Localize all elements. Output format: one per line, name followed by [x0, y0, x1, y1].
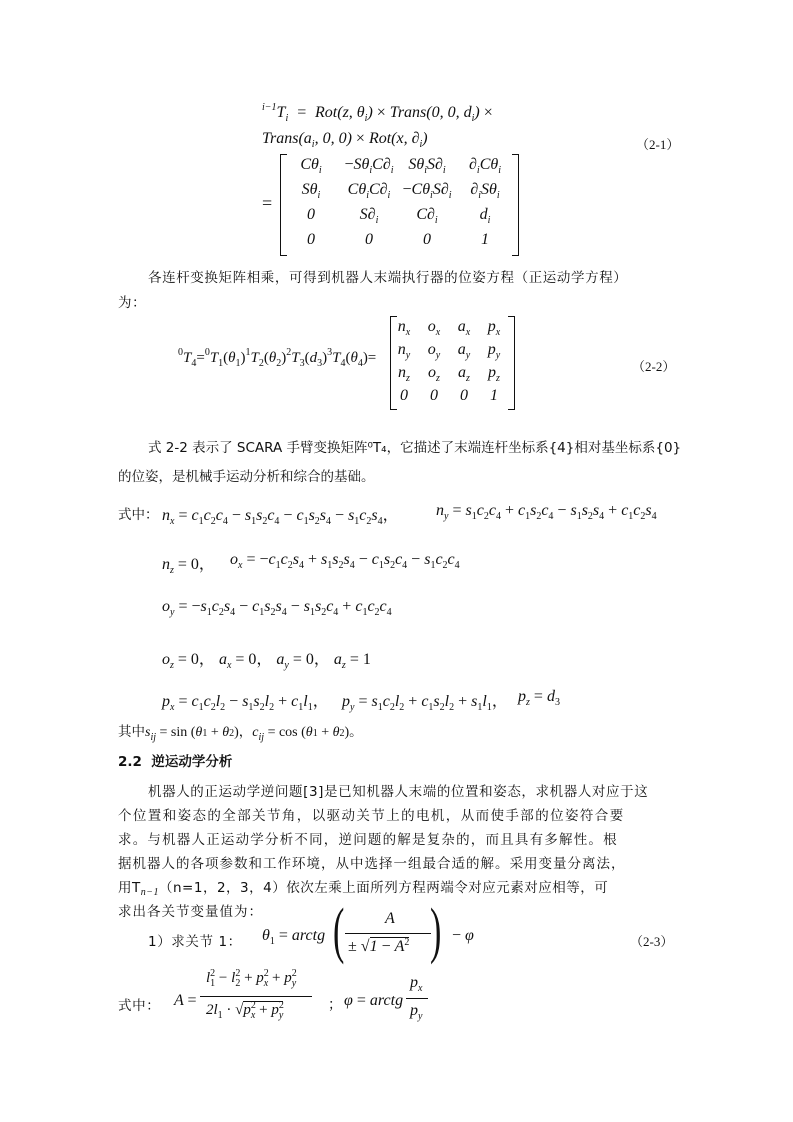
eq23-rparen: ): [430, 897, 442, 965]
eq22-matrix-cell: $p_y$: [487, 341, 501, 361]
eq22-matrix-cell: $n_x$: [397, 318, 411, 338]
eq21-line2: $Trans(a_i$, 0, 0) × Rot(x, $\partial_i$): [262, 130, 428, 150]
eq23-phi-den: $p_y$: [410, 1002, 423, 1022]
eq23-A-denominator: $2l_1 \cdot √p^2_x + p^2_y$: [206, 1000, 284, 1021]
eq21-matrix-cell: $S\theta_i$: [301, 181, 321, 201]
eq22-matrix-cell: $o_z$: [428, 364, 440, 384]
eq22-matrix-cell: $p_x$: [487, 318, 501, 338]
section-heading: [118, 750, 232, 770]
eq21-line1: $^{i-1}T_i = Rot(z$, $\theta_i$) × Trans(0, 0, $d_i$) ×: [262, 102, 493, 124]
para3-line3: 求。与机器人正运动学分析不同，逆问题的解是复杂的，而且具有多解性。根: [118, 832, 618, 848]
eq-nz: $n_z = 0$，: [162, 556, 215, 576]
eq23-number: （2-3）: [630, 934, 674, 949]
eq-px: $p_x = c_1c_2l_2 - s_1s_2l_2 + c_1l_1$，: [162, 693, 329, 713]
eq23-A-fraction-bar: [200, 996, 312, 997]
eq21-matrix-cell: 1: [481, 231, 489, 248]
para2-line2: 的位姿，是机械手运动分析和综合的基础。: [118, 469, 375, 485]
para3-line6: 求出各关节变量值为：: [118, 904, 263, 920]
eq22-right-bracket: [508, 316, 515, 410]
section-number: 2.2: [118, 754, 142, 770]
eq22-matrix-cell: $o_x$: [427, 318, 441, 338]
eq21-matrix-cell: $\partial_iC\theta_i$: [469, 156, 501, 176]
where-label: 式中：: [118, 507, 159, 523]
eq22-matrix-cell: $a_x$: [457, 318, 471, 338]
eq21-matrix-cell: $C\theta_iC\partial_i$: [347, 181, 391, 201]
eq21-matrix-cell: $\partial_iS\theta_i$: [470, 181, 500, 201]
eq21-matrix-cell: $-S\theta_iC\partial_i$: [344, 156, 394, 176]
eq23-A-numerator: $l^2_1 - l^2_2 + p^2_x + p^2_y$: [206, 968, 297, 989]
eq22-number: （2-2）: [632, 359, 676, 374]
eq21-matrix-cell: $-C\theta_iS\partial_i$: [402, 181, 452, 201]
eq23-phi-fraction-bar: [406, 998, 428, 999]
para3-line4: 据机器人的各项参数和工作环境，从中选择一组最合适的解。采用变量分离法，: [118, 856, 626, 872]
eq21-matrix-cell: $C\partial_i$: [416, 206, 438, 226]
eq-oz: $o_z = 0$， $a_x = 0$， $a_y = 0$， $a_z = 1$: [162, 651, 371, 671]
para2-line1: 式 2-2 表示了 SCARA 手臂变换矩阵⁰T₄，它描述了末端连杆坐标系{4}相对基坐标系{0}: [148, 440, 682, 456]
eq22-matrix-cell: 0: [430, 387, 438, 404]
eq22-matrix-cell: $o_y$: [427, 341, 441, 361]
eq23-phi-num: $p_x$: [410, 974, 423, 994]
eq23-phi-lhs: φ = arctg: [344, 992, 404, 1009]
para1-line1: 各连杆变换矩阵相乘，可得到机器人末端执行器的位姿方程（正运动学方程）: [148, 270, 628, 286]
eq21-matrix-cell: $C\theta_i$: [300, 156, 322, 176]
eq21-matrix-cell: 0: [307, 231, 315, 248]
where2-line: 其中$s_{ij} = \sin (\theta 1 + \theta 2)$，$c_{ij} = \cos (\theta 1 + \theta 2)$。: [118, 724, 363, 743]
para3-line1: 机器人的正运动学逆问题[3]是已知机器人末端的位置和姿态，求机器人对应于这: [148, 784, 649, 800]
eq-oy: $o_y = -s_1c_2s_4 - c_1s_2s_4 - s_1s_2c_4 + c_1c_2c_4$: [162, 598, 392, 618]
eq21-matrix-cell: $d_i$: [479, 206, 491, 226]
eq22-matrix-cell: 1: [490, 387, 498, 404]
eq21-matrix-cell: $S\partial_i$: [359, 206, 379, 226]
para3-line2: 个位置和姿态的全部关节角，以驱动关节上的电机，从而使手部的位姿符合要: [118, 808, 625, 824]
eq22-matrix-cell: $a_z$: [458, 364, 470, 384]
para3-line5: 用$T_{n-1}(n=1$，2，3，4）依次左乘上面所列方程两端令对应元素对应相等，可: [118, 880, 609, 898]
eq-ox: $o_x = -c_1c_2s_4 + s_1s_2s_4 - c_1s_2c_4 - s_1c_2c_4$: [230, 551, 460, 571]
eq23-minus-phi: − φ: [452, 927, 474, 944]
eq22-matrix-cell: 0: [460, 387, 468, 404]
eq21-matrix-cell: 0: [307, 206, 315, 223]
eq22-matrix-cell: $p_z$: [488, 364, 500, 384]
eq-py: $p_y = s_1c_2l_2 + c_1s_2l_2 + s_1l_1$，: [342, 693, 508, 713]
eq-nx: $n_x = c_1c_2c_4 - s_1s_2c_4 - c_1s_2s_4 - s_1c_2s_4$，: [162, 507, 399, 527]
para1-line2: 为：: [118, 295, 147, 311]
eq22-matrix-cell: $n_y$: [397, 341, 411, 361]
eq23-denominator: ± $√1 - A^2$: [348, 937, 410, 955]
section-title: 逆运动学分析: [151, 754, 233, 770]
eq23-label: 1）求关节 1：: [148, 934, 242, 950]
eq21-number: （2-1）: [636, 137, 680, 152]
eq22-matrix-cell: $n_z$: [398, 364, 410, 384]
eq21-matrix-cell: $S\theta_iS\partial_i$: [408, 156, 446, 176]
eq22-matrix-cell: $a_y$: [457, 341, 471, 361]
eq-ny: $n_y = s_1c_2c_4 + c_1s_2c_4 - s_1s_2s_4 + c_1c_2s_4$: [436, 502, 657, 522]
eq23-lparen: (: [333, 897, 345, 965]
eq-pz: $p_z = d_3$: [518, 688, 560, 708]
eq21-matrix-cell: 0: [365, 231, 373, 248]
eq22-matrix-cell: 0: [400, 387, 408, 404]
eq23-fraction-bar: [345, 933, 431, 934]
eq23-where-label: 式中：: [118, 998, 161, 1014]
eq23-lhs: $\theta_1$ = arctg: [262, 927, 326, 947]
eq22-lhs: $^0T_4=^0T_1(\theta_1)^1T_2(\theta_2)^2T_3(d_3)^3T_4(\theta_4)=$: [178, 347, 377, 369]
eq23-A: A: [385, 910, 395, 927]
eq23-A-lhs: A =: [174, 992, 197, 1009]
eq21-equals: =: [262, 193, 273, 213]
eq23-semicolon: ；: [328, 998, 342, 1013]
eq21-matrix-cell: 0: [423, 231, 431, 248]
